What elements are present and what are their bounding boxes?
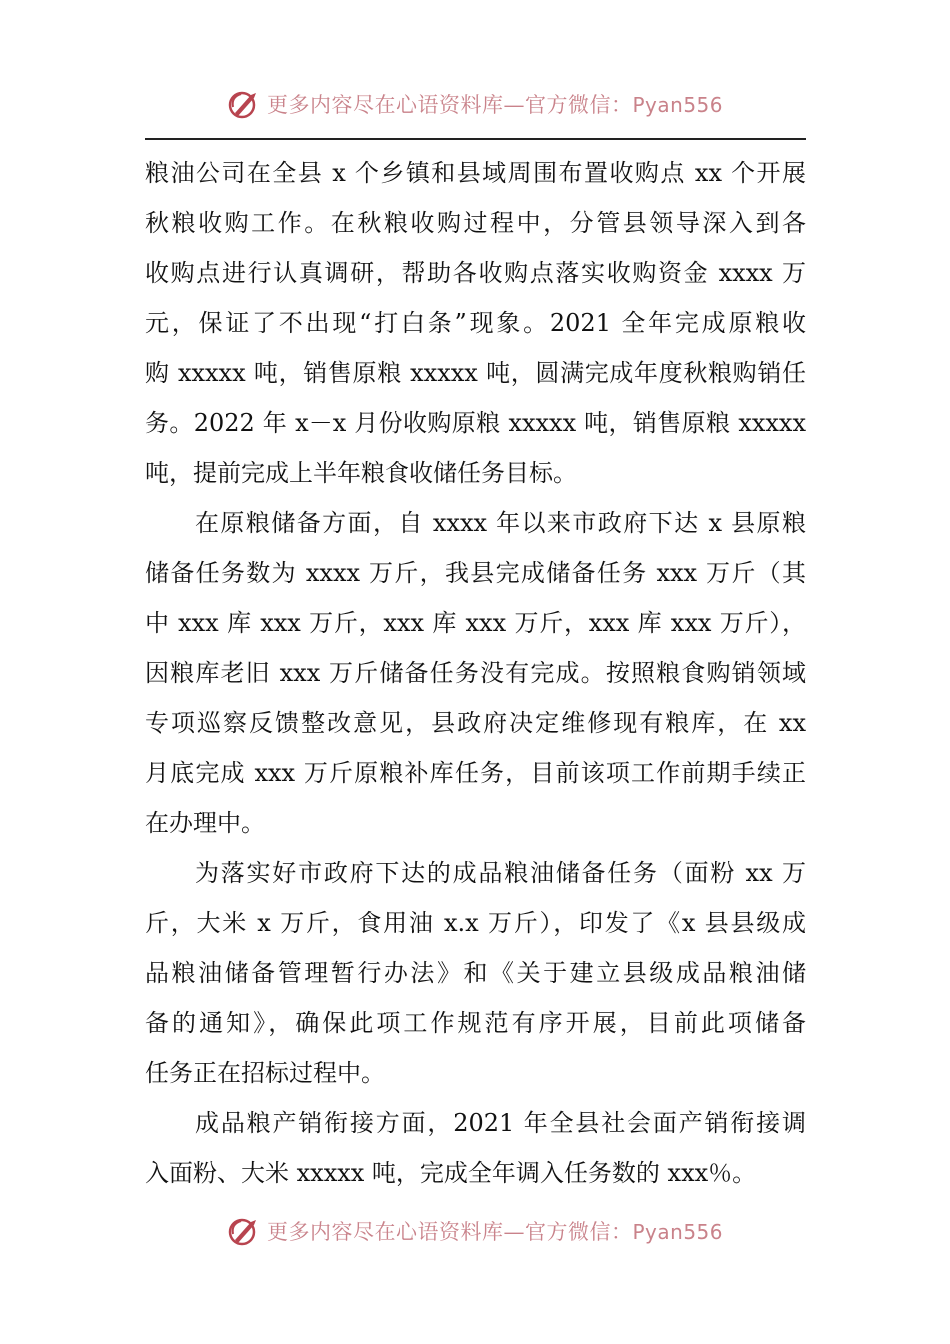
- text-line: 专项巡察反馈整改意见，县政府决定维修现有粮库，在 xx: [145, 709, 806, 737]
- text-line: 吨，提前完成上半年粮食收储任务目标。: [145, 459, 577, 487]
- text-line: 品粮油储备管理暂行办法》和《关于建立县级成品粮油储: [145, 959, 806, 987]
- footer-banner: [0, 1211, 950, 1251]
- header-wechat-id: Pyan556: [632, 93, 723, 117]
- text-line: 斤，大米 x 万斤，食用油 x.x 万斤），印发了《x 县县级成: [145, 909, 806, 937]
- footer-banner-text: 更多内容尽在心语资料库—官方微信：Pyan556: [266, 1220, 723, 1244]
- text-line: 任务正在招标过程中。: [145, 1059, 385, 1087]
- text-line: 秋粮收购工作。在秋粮收购过程中，分管县领导深入到各: [145, 209, 806, 237]
- text-line: 粮油公司在全县 x 个乡镇和县域周围布置收购点 xx 个开展: [145, 159, 806, 187]
- text-line: 购 xxxxx 吨，销售原粮 xxxxx 吨，圆满完成年度秋粮购销任: [145, 359, 806, 387]
- header-divider: [145, 138, 806, 140]
- text-line: 务。2022 年 x－x 月份收购原粮 xxxxx 吨，销售原粮 xxxxx: [145, 409, 806, 437]
- fountain-pen-logo-icon: [227, 1214, 261, 1248]
- text-line: 成品粮产销衔接方面，2021 年全县社会面产销衔接调: [195, 1109, 806, 1137]
- footer-wechat-id: Pyan556: [632, 1220, 723, 1244]
- text-line: 中 xxx 库 xxx 万斤，xxx 库 xxx 万斤，xxx 库 xxx 万斤），: [145, 609, 806, 637]
- document-body: [145, 148, 806, 1198]
- paragraph-4: [145, 1098, 806, 1198]
- paragraph-1: [145, 148, 806, 498]
- text-line: 备的通知》，确保此项工作规范有序开展，目前此项储备: [145, 1009, 806, 1037]
- text-line: 在办理中。: [145, 809, 265, 837]
- text-line: 在原粮储备方面，自 xxxx 年以来市政府下达 x 县原粮: [195, 509, 806, 537]
- text-line: 储备任务数为 xxxx 万斤，我县完成储备任务 xxx 万斤（其: [145, 559, 806, 587]
- text-line: 收购点进行认真调研，帮助各收购点落实收购资金 xxxx 万: [145, 259, 806, 287]
- fountain-pen-logo-icon: [227, 87, 261, 121]
- text-line: 为落实好市政府下达的成品粮油储备任务（面粉 xx 万: [195, 859, 806, 887]
- header-banner: [0, 84, 950, 124]
- paragraph-3: [145, 848, 806, 1098]
- text-line: 元，保证了不出现“打白条”现象。2021 全年完成原粮收: [145, 309, 806, 337]
- text-line: 月底完成 xxx 万斤原粮补库任务，目前该项工作前期手续正: [145, 759, 806, 787]
- text-line: 因粮库老旧 xxx 万斤储备任务没有完成。按照粮食购销领域: [145, 659, 806, 687]
- paragraph-2: [145, 498, 806, 848]
- header-banner-text: 更多内容尽在心语资料库—官方微信：Pyan556: [266, 93, 723, 117]
- text-line: 入面粉、大米 xxxxx 吨，完成全年调入任务数的 xxx％。: [145, 1159, 757, 1187]
